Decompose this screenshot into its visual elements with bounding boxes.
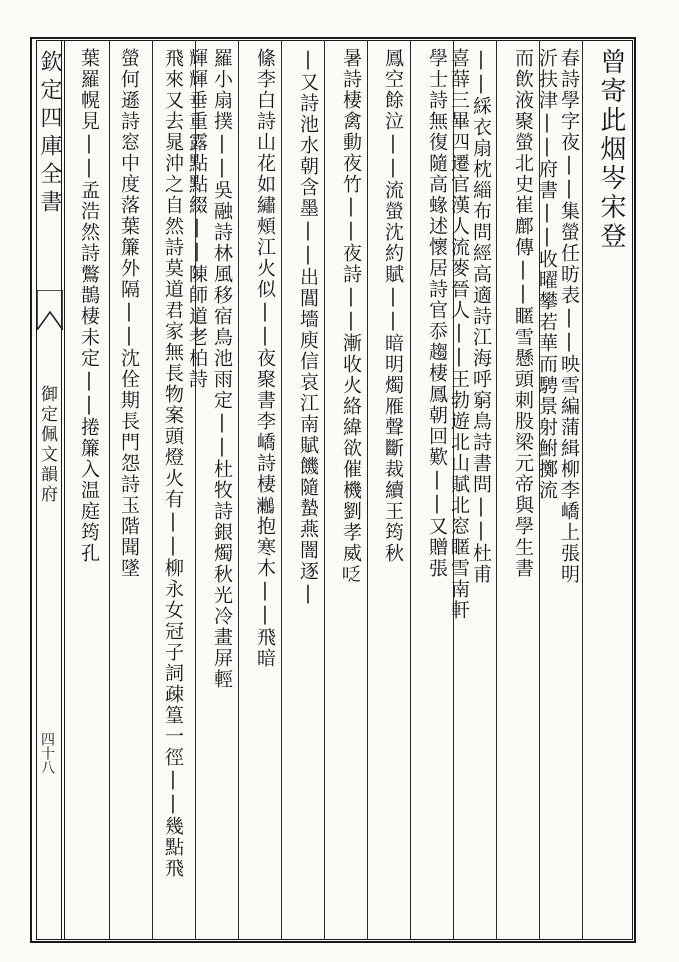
fish-tail-mark <box>37 290 63 330</box>
text-column-14: 飛來又去晁沖之自然詩莫道君家無長物案頭燈火有||柳永女冠子詞疎篁一徑||幾點飛 <box>162 48 184 879</box>
text-column-11: 絛李白詩山花如繡頰江火似||夜聚書李嶠詩棲𪆟抱寒木||飛暗 <box>254 48 276 669</box>
fold-book-title: 御定佩文韻府 <box>37 385 57 505</box>
text-column-8: 鳳空餘泣||流螢沈約賦||暗明燭雁聲斷裁續王筠秋 <box>382 48 404 564</box>
text-column-13: 輝輝垂重露點點綴||陳師道老柏詩 <box>186 48 208 390</box>
fold-page-number: 四十八 <box>39 732 55 774</box>
text-column-12: 羅小扇撲||吳融詩林風移宿鳥池雨定||杜牧詩銀燭秋光冷畫屏輕 <box>211 48 233 690</box>
text-column-10: |又詩池水朝含墨||出閶墻庾信哀江南賦饑隨蟄燕闇逐| <box>297 48 319 606</box>
text-column-4: 而飲液聚螢北史崔鄜傳||䁥雪懸頭刺股梁元帝與學生書 <box>512 48 534 579</box>
text-column-5: ||綵衣扇枕緇布問經高適詩江海呼窮鳥詩書問||杜甫 <box>470 48 492 585</box>
fold-rule <box>64 40 65 940</box>
text-column-1: 曾寄此烟岑宋登 <box>596 48 626 251</box>
text-column-16: 葉羅幌見||孟浩然詩鷩鵲棲未定||捲簾入温庭筠孔 <box>78 48 100 564</box>
text-column-2: 春詩學字夜||集螢任昉表||映雪編蒲緝柳李嶠上張明 <box>558 48 580 585</box>
text-column-7: 學士詩無復隨高蝝述懷居詩官忝趨棲鳳朝回歎||又贈張 <box>426 48 448 579</box>
text-column-15: 螢何遜詩窓中度落葉簾外隔||沈佺期長門怨詩玉階聞墜 <box>118 48 140 579</box>
text-column-3: 沂扶津||府書||收曜攀若華而騁景射鮒擲流 <box>536 48 558 501</box>
text-column-9: 暑詩棲禽動夜竹||夜詩||漸收火絡緯欲催機劉孝威𠰏 <box>340 48 362 585</box>
fold-title: 欽定四庫全書 <box>37 50 62 218</box>
text-column-6: 喜薛三畢四遷官漢人流麥晉人||王勃遊北山賦北窓䁥雪南軒 <box>448 48 470 621</box>
